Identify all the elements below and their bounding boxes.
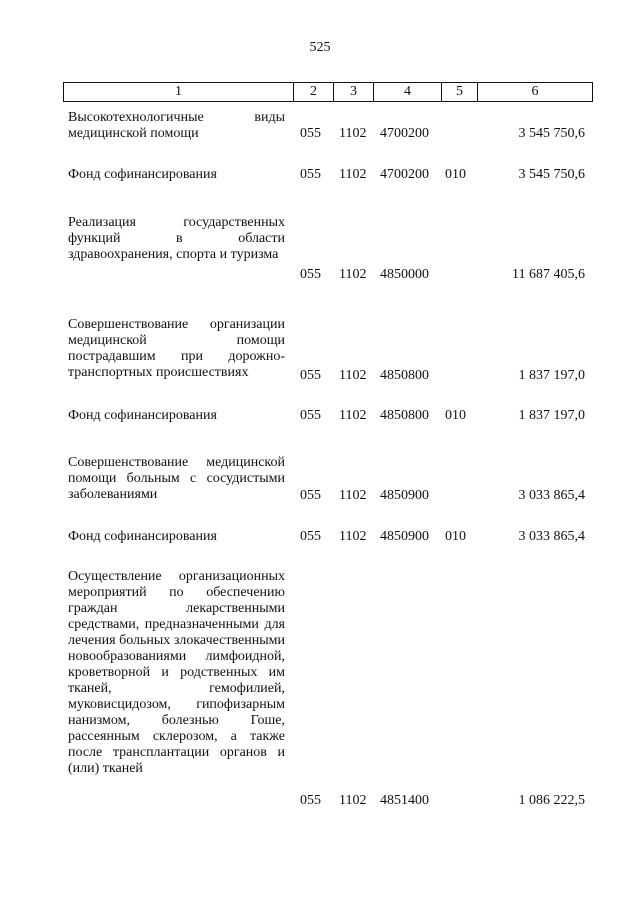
page-number: 525: [309, 40, 331, 55]
header-col-6: 6: [531, 84, 539, 99]
row-ved-code: 055: [300, 793, 321, 808]
row-description: Совершенствование медицинской помощи больным с сосудистыми заболеваниями: [68, 455, 285, 502]
row-description: Высокотехнологичные виды медицинской помощи: [68, 110, 285, 141]
row-amount: 1 837 197,0: [518, 408, 585, 423]
table-row: [63, 455, 591, 503]
row-description: Совершенствование организации медицинской помощи пострадавшим при дорожно-транспортных происшествиях: [68, 317, 285, 380]
row-expense-type: 010: [445, 167, 466, 182]
row-ved-code: 055: [300, 167, 321, 182]
table-row: [63, 529, 591, 545]
row-description: Осуществление организационных мероприятий по обеспечению граждан лекарственными средствами, предназначенными для лечения больных злокачественными новообразованиями лимфоидной, кроветворной и родственных им тканей, гемофилией, муковисцидозом, гипофизарным нанизмом, болезнью Гоше, рассеянным склерозом, а также после трансплантации органов и (или) тканей: [68, 569, 285, 776]
row-amount: 1 086 222,5: [518, 793, 585, 808]
row-section-code: 1102: [339, 529, 367, 544]
row-target-code: 4850000: [380, 267, 429, 282]
table-row: [63, 408, 591, 424]
row-target-code: 4850800: [380, 408, 429, 423]
row-ved-code: 055: [300, 529, 321, 544]
header-col-5: 5: [442, 83, 478, 101]
table-row: [63, 215, 591, 282]
row-section-code: 1102: [339, 126, 367, 141]
header-col-2: 2: [294, 83, 334, 101]
header-col-3: 3: [334, 83, 374, 101]
row-ved-code: 055: [300, 488, 321, 503]
row-description: Фонд софинансирования: [68, 529, 217, 544]
header-col-4: 4: [374, 83, 442, 101]
table-row: [63, 569, 591, 809]
row-expense-type: 010: [445, 408, 466, 423]
row-section-code: 1102: [339, 167, 367, 182]
row-amount: 11 687 405,6: [512, 267, 585, 282]
row-target-code: 4851400: [380, 793, 429, 808]
row-description: Фонд софинансирования: [68, 408, 217, 423]
row-amount: 3 545 750,6: [518, 126, 585, 141]
row-ved-code: 055: [300, 267, 321, 282]
row-description: Фонд софинансирования: [68, 167, 217, 182]
row-amount: 1 837 197,0: [518, 368, 585, 383]
row-target-code: 4850900: [380, 529, 429, 544]
table-row: [63, 167, 591, 183]
row-target-code: 4850900: [380, 488, 429, 503]
row-section-code: 1102: [339, 488, 367, 503]
row-section-code: 1102: [339, 793, 367, 808]
row-amount: 3 033 865,4: [518, 529, 585, 544]
row-target-code: 4700200: [380, 126, 429, 141]
row-ved-code: 055: [300, 368, 321, 383]
row-section-code: 1102: [339, 408, 367, 423]
row-amount: 3 033 865,4: [518, 488, 585, 503]
row-target-code: 4850800: [380, 368, 429, 383]
row-description: Реализация государственных функций в области здравоохранения, спорта и туризма: [68, 215, 285, 262]
row-expense-type: 010: [445, 529, 466, 544]
row-section-code: 1102: [339, 267, 367, 282]
table-row: [63, 317, 591, 381]
row-section-code: 1102: [339, 368, 367, 383]
table-header: [63, 82, 593, 102]
row-ved-code: 055: [300, 408, 321, 423]
row-ved-code: 055: [300, 126, 321, 141]
table-row: [63, 110, 591, 142]
row-target-code: 4700200: [380, 167, 429, 182]
row-amount: 3 545 750,6: [518, 167, 585, 182]
header-col-1: 1: [64, 83, 294, 101]
